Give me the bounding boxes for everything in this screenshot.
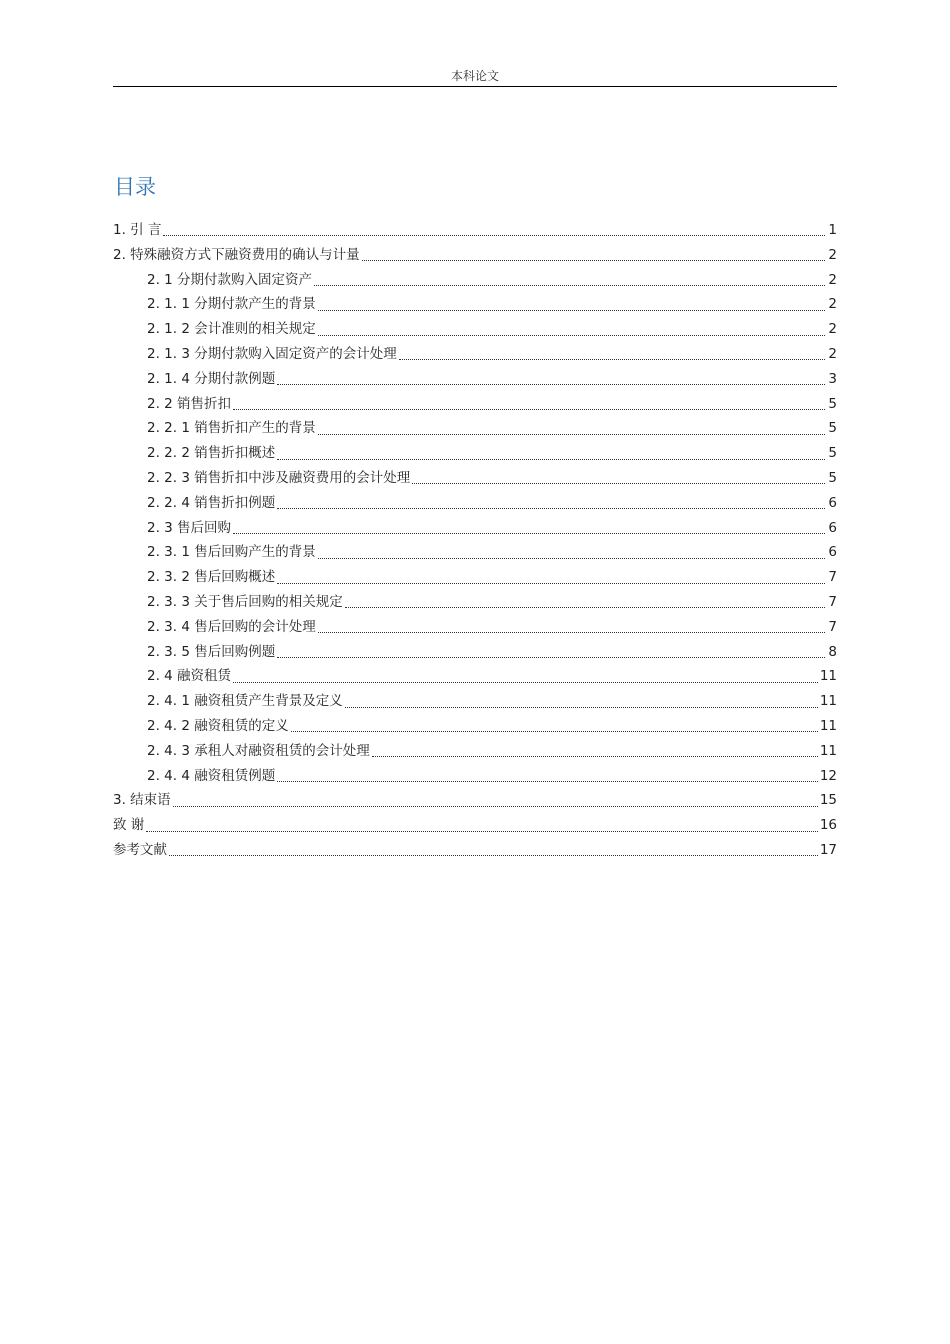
toc-entry-page-number: 3 [828,370,837,387]
toc-entry[interactable] [113,788,837,813]
toc-dot-leader [399,358,825,360]
toc-entry-label: 2. 1. 4 分期付款例题 [147,370,276,387]
toc-entry[interactable] [113,714,837,739]
toc-entry-label: 2. 2. 1 销售折扣产生的背景 [147,420,316,437]
toc-dot-leader [277,383,825,385]
toc-entry-page-number: 16 [819,817,837,834]
toc-entry[interactable] [113,689,837,714]
toc-dot-leader [277,780,818,782]
toc-entry[interactable] [113,367,837,392]
toc-entry[interactable] [113,739,837,764]
toc-dot-leader [362,259,825,261]
toc-entry[interactable] [113,615,837,640]
toc-entry-label: 2. 1 分期付款购入固定资产 [147,271,313,288]
toc-entry-page-number: 5 [828,395,837,412]
toc-entry[interactable] [113,640,837,665]
toc-entry[interactable] [113,838,837,863]
toc-dot-leader [345,706,818,708]
toc-dot-leader [291,730,818,732]
toc-entry-page-number: 2 [828,296,837,313]
toc-dot-leader [318,557,825,559]
toc-entry-page-number: 17 [819,841,837,858]
toc-entry[interactable] [113,764,837,789]
toc-entry-page-number: 6 [828,519,837,536]
toc-entry[interactable] [113,342,837,367]
toc-entry-label: 2. 1. 2 会计准则的相关规定 [147,321,316,338]
toc-entry-label: 参考文献 [113,841,167,858]
toc-entry-label: 2. 3. 2 售后回购概述 [147,569,276,586]
toc-entry-label: 2. 2. 4 销售折扣例题 [147,494,276,511]
toc-dot-leader [163,234,825,236]
toc-dot-leader [277,656,825,658]
toc-dot-leader [345,606,825,608]
toc-entry[interactable] [113,218,837,243]
toc-dot-leader [318,631,825,633]
toc-entry[interactable] [113,317,837,342]
toc-entry[interactable] [113,565,837,590]
toc-entry-label: 2. 4. 4 融资租赁例题 [147,767,276,784]
toc-dot-leader [146,830,818,832]
toc-entry-label: 2. 3. 3 关于售后回购的相关规定 [147,593,343,610]
toc-entry-page-number: 12 [819,767,837,784]
toc-dot-leader [318,334,825,336]
toc-entry-page-number: 11 [819,742,837,759]
toc-entry-label: 3. 结束语 [113,792,171,809]
toc-dot-leader [277,507,825,509]
toc-entry[interactable] [113,268,837,293]
toc-entry-label: 2. 特殊融资方式下融资费用的确认与计量 [113,246,360,263]
toc-entry-label: 2. 4 融资租赁 [147,668,232,685]
toc-dot-leader [372,755,818,757]
toc-entry[interactable] [113,292,837,317]
toc-entry[interactable] [113,813,837,838]
toc-entry[interactable] [113,516,837,541]
toc-dot-leader [173,805,818,807]
toc-dot-leader [277,582,825,584]
toc-entry-page-number: 8 [828,643,837,660]
toc-entry[interactable] [113,243,837,268]
toc-entry-page-number: 6 [828,494,837,511]
toc-dot-leader [412,482,825,484]
toc-entry-label: 2. 2. 2 销售折扣概述 [147,445,276,462]
toc-entry-label: 2. 1. 1 分期付款产生的背景 [147,296,316,313]
toc-entry-page-number: 5 [828,445,837,462]
toc-entry-label: 2. 2 销售折扣 [147,395,232,412]
toc-entry-label: 2. 1. 3 分期付款购入固定资产的会计处理 [147,345,397,362]
toc-entry-label: 2. 4. 1 融资租赁产生背景及定义 [147,693,343,710]
toc-entry[interactable] [113,466,837,491]
toc-entry-page-number: 5 [828,420,837,437]
toc-entry-page-number: 11 [819,693,837,710]
toc-entry-page-number: 7 [828,618,837,635]
toc-entry-page-number: 2 [828,271,837,288]
toc-entry-label: 2. 3. 4 售后回购的会计处理 [147,618,316,635]
toc-entry-label: 1. 引 言 [113,222,162,238]
toc-entry-page-number: 2 [828,246,837,263]
toc-entry-page-number: 11 [819,668,837,685]
toc-entry-page-number: 7 [828,593,837,610]
table-of-contents [113,218,837,863]
toc-entry-page-number: 2 [828,345,837,362]
toc-entry[interactable] [113,491,837,516]
toc-title: 目录 [114,175,156,199]
toc-entry[interactable] [113,590,837,615]
toc-entry[interactable] [113,392,837,417]
toc-entry-label: 2. 3. 1 售后回购产生的背景 [147,544,316,561]
toc-entry-page-number: 2 [828,321,837,338]
toc-dot-leader [314,284,825,286]
toc-entry-page-number: 5 [828,469,837,486]
toc-entry-page-number: 11 [819,717,837,734]
toc-entry-label: 2. 2. 3 销售折扣中涉及融资费用的会计处理 [147,469,411,486]
toc-entry[interactable] [113,441,837,466]
toc-entry-page-number: 7 [828,569,837,586]
toc-dot-leader [233,532,825,534]
toc-entry[interactable] [113,664,837,689]
toc-entry-label: 2. 3. 5 售后回购例题 [147,643,276,660]
toc-entry[interactable] [113,540,837,565]
toc-dot-leader [277,458,825,460]
toc-entry-label: 2. 4. 2 融资租赁的定义 [147,717,289,734]
toc-entry-page-number: 15 [819,792,837,809]
toc-dot-leader [169,854,818,856]
toc-entry-page-number: 1 [828,222,837,238]
toc-dot-leader [318,309,825,311]
header-title: 本科论文 [450,69,499,83]
toc-dot-leader [233,408,825,410]
toc-dot-leader [233,681,818,683]
toc-entry-label: 2. 4. 3 承租人对融资租赁的会计处理 [147,742,370,759]
toc-dot-leader [318,433,825,435]
page-header [113,66,837,87]
toc-entry-page-number: 6 [828,544,837,561]
toc-entry[interactable] [113,416,837,441]
toc-entry-label: 致 谢 [113,817,145,834]
toc-entry-label: 2. 3 售后回购 [147,519,232,536]
